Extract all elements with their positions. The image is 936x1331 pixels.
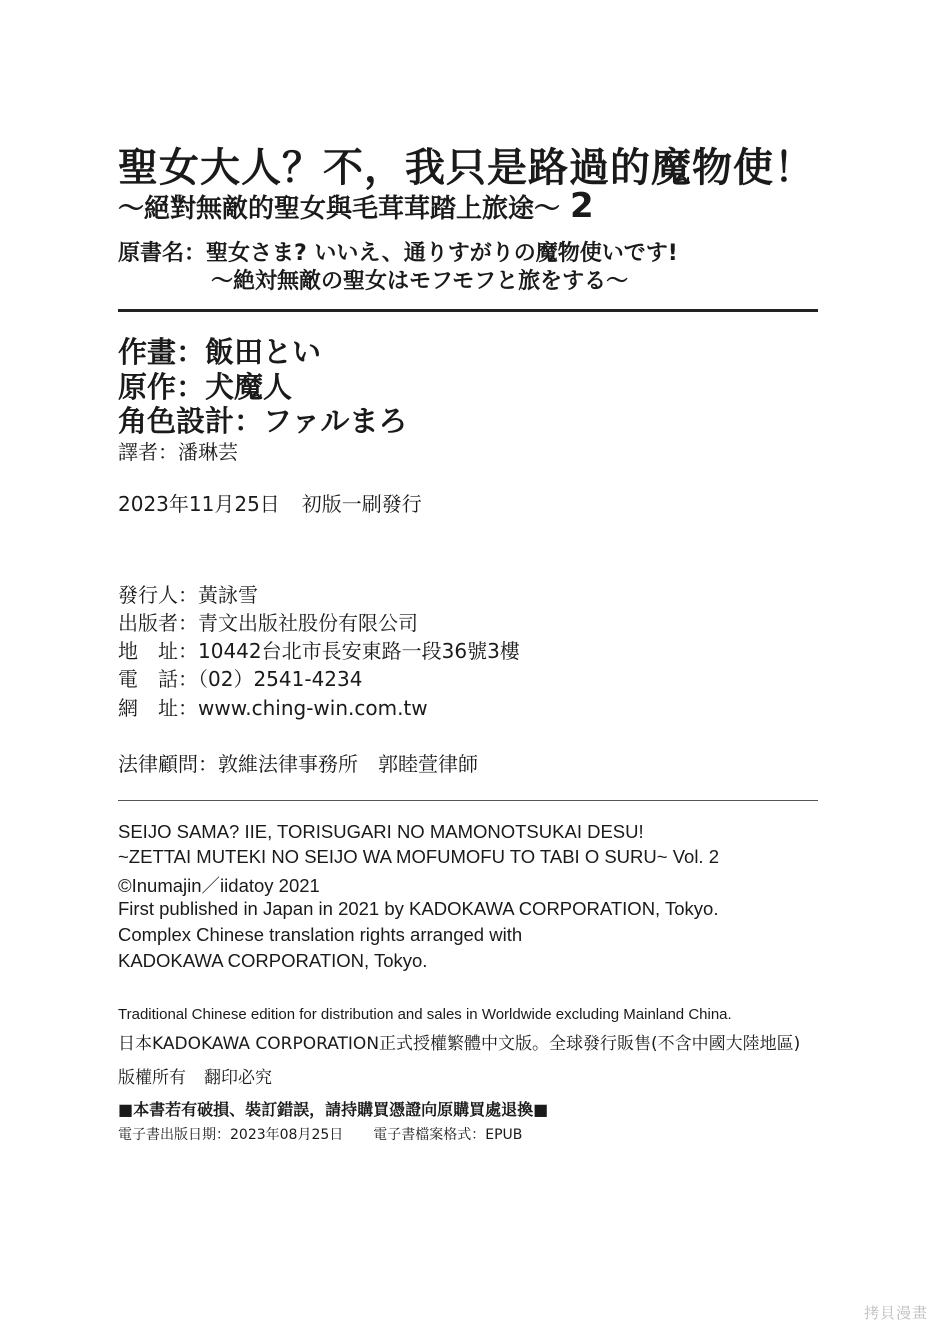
english-credit-line: KADOKAWA CORPORATION, Tokyo.: [118, 950, 428, 971]
watermark: 拷貝漫畫: [863, 1304, 928, 1322]
volume-number: 2: [570, 186, 594, 226]
ebook-date: 電子書出版日期：2023年08月25日: [118, 1127, 344, 1143]
publication-line: [118, 488, 422, 517]
english-credit-line: SEIJO SAMA? IIE, TORISUGARI NO MAMONOTSUKAI DESU!: [118, 821, 644, 842]
credit-character-design: 角色設計：ファルまろ: [118, 404, 408, 438]
original-title-line1: 原書名：聖女さま? いいえ、通りすがりの魔物使いです!: [118, 241, 678, 266]
original-title-line2: ～絶対無敵の聖女はモフモフと旅をする～: [211, 269, 629, 294]
english-credit-line: Complex Chinese translation rights arranged with: [118, 924, 523, 945]
return-notice: ■本書若有破損、裝訂錯誤，請持購買憑證向原購買處退換■: [118, 1100, 549, 1119]
distribution-english: Traditional Chinese edition for distribution and sales in Worldwide excluding Mainland China.: [118, 1006, 732, 1023]
publication-edition: 初版一刷發行: [301, 492, 422, 516]
rights-reserved: 版權所有: [118, 1068, 186, 1088]
distribution-chinese: 日本KADOKAWA CORPORATION正式授權繁體中文版。全球發行販售(不含中國大陸地區): [118, 1034, 801, 1054]
publisher-website: 網 址：www.ching-win.com.tw: [118, 696, 428, 720]
divider-thin: [118, 800, 818, 801]
publisher-person: 發行人：黃詠雪: [118, 583, 258, 607]
ebook-format: 電子書檔案格式：EPUB: [373, 1127, 523, 1143]
publication-date: 2023年11月25日: [118, 492, 280, 516]
publisher-address: 地 址：10442台北市長安東路一段36號3樓: [118, 639, 520, 663]
credit-original: 原作：犬魔人: [118, 370, 293, 404]
divider-thick: [118, 309, 818, 312]
credit-art: 作畫：飯田とい: [118, 335, 322, 369]
publisher-name: 出版者：青文出版社股份有限公司: [118, 611, 418, 635]
rights-line: [118, 1063, 272, 1088]
publisher-phone: 電 話：（02）2541-4234: [118, 667, 363, 691]
english-credit-line: ~ZETTAI MUTEKI NO SEIJO WA MOFUMOFU TO TABI O SURU~ Vol. 2: [118, 846, 719, 867]
ebook-line: [118, 1124, 522, 1144]
book-subtitle: [118, 186, 594, 226]
book-title: 聖女大人？不，我只是路過的魔物使！: [118, 145, 815, 191]
rights-no-copy: 翻印必究: [204, 1068, 272, 1088]
subtitle-text: ～絕對無敵的聖女與毛茸茸踏上旅途～: [118, 194, 561, 224]
english-credit-line: First published in Japan in 2021 by KADOKAWA CORPORATION, Tokyo.: [118, 898, 719, 919]
legal-counsel: 法律顧問：敦維法律事務所 郭睦萱律師: [118, 752, 478, 776]
english-credit-line: ©Inumajin／iidatoy 2021: [118, 875, 320, 896]
credit-translator: 譯者：潘琳芸: [118, 440, 238, 464]
